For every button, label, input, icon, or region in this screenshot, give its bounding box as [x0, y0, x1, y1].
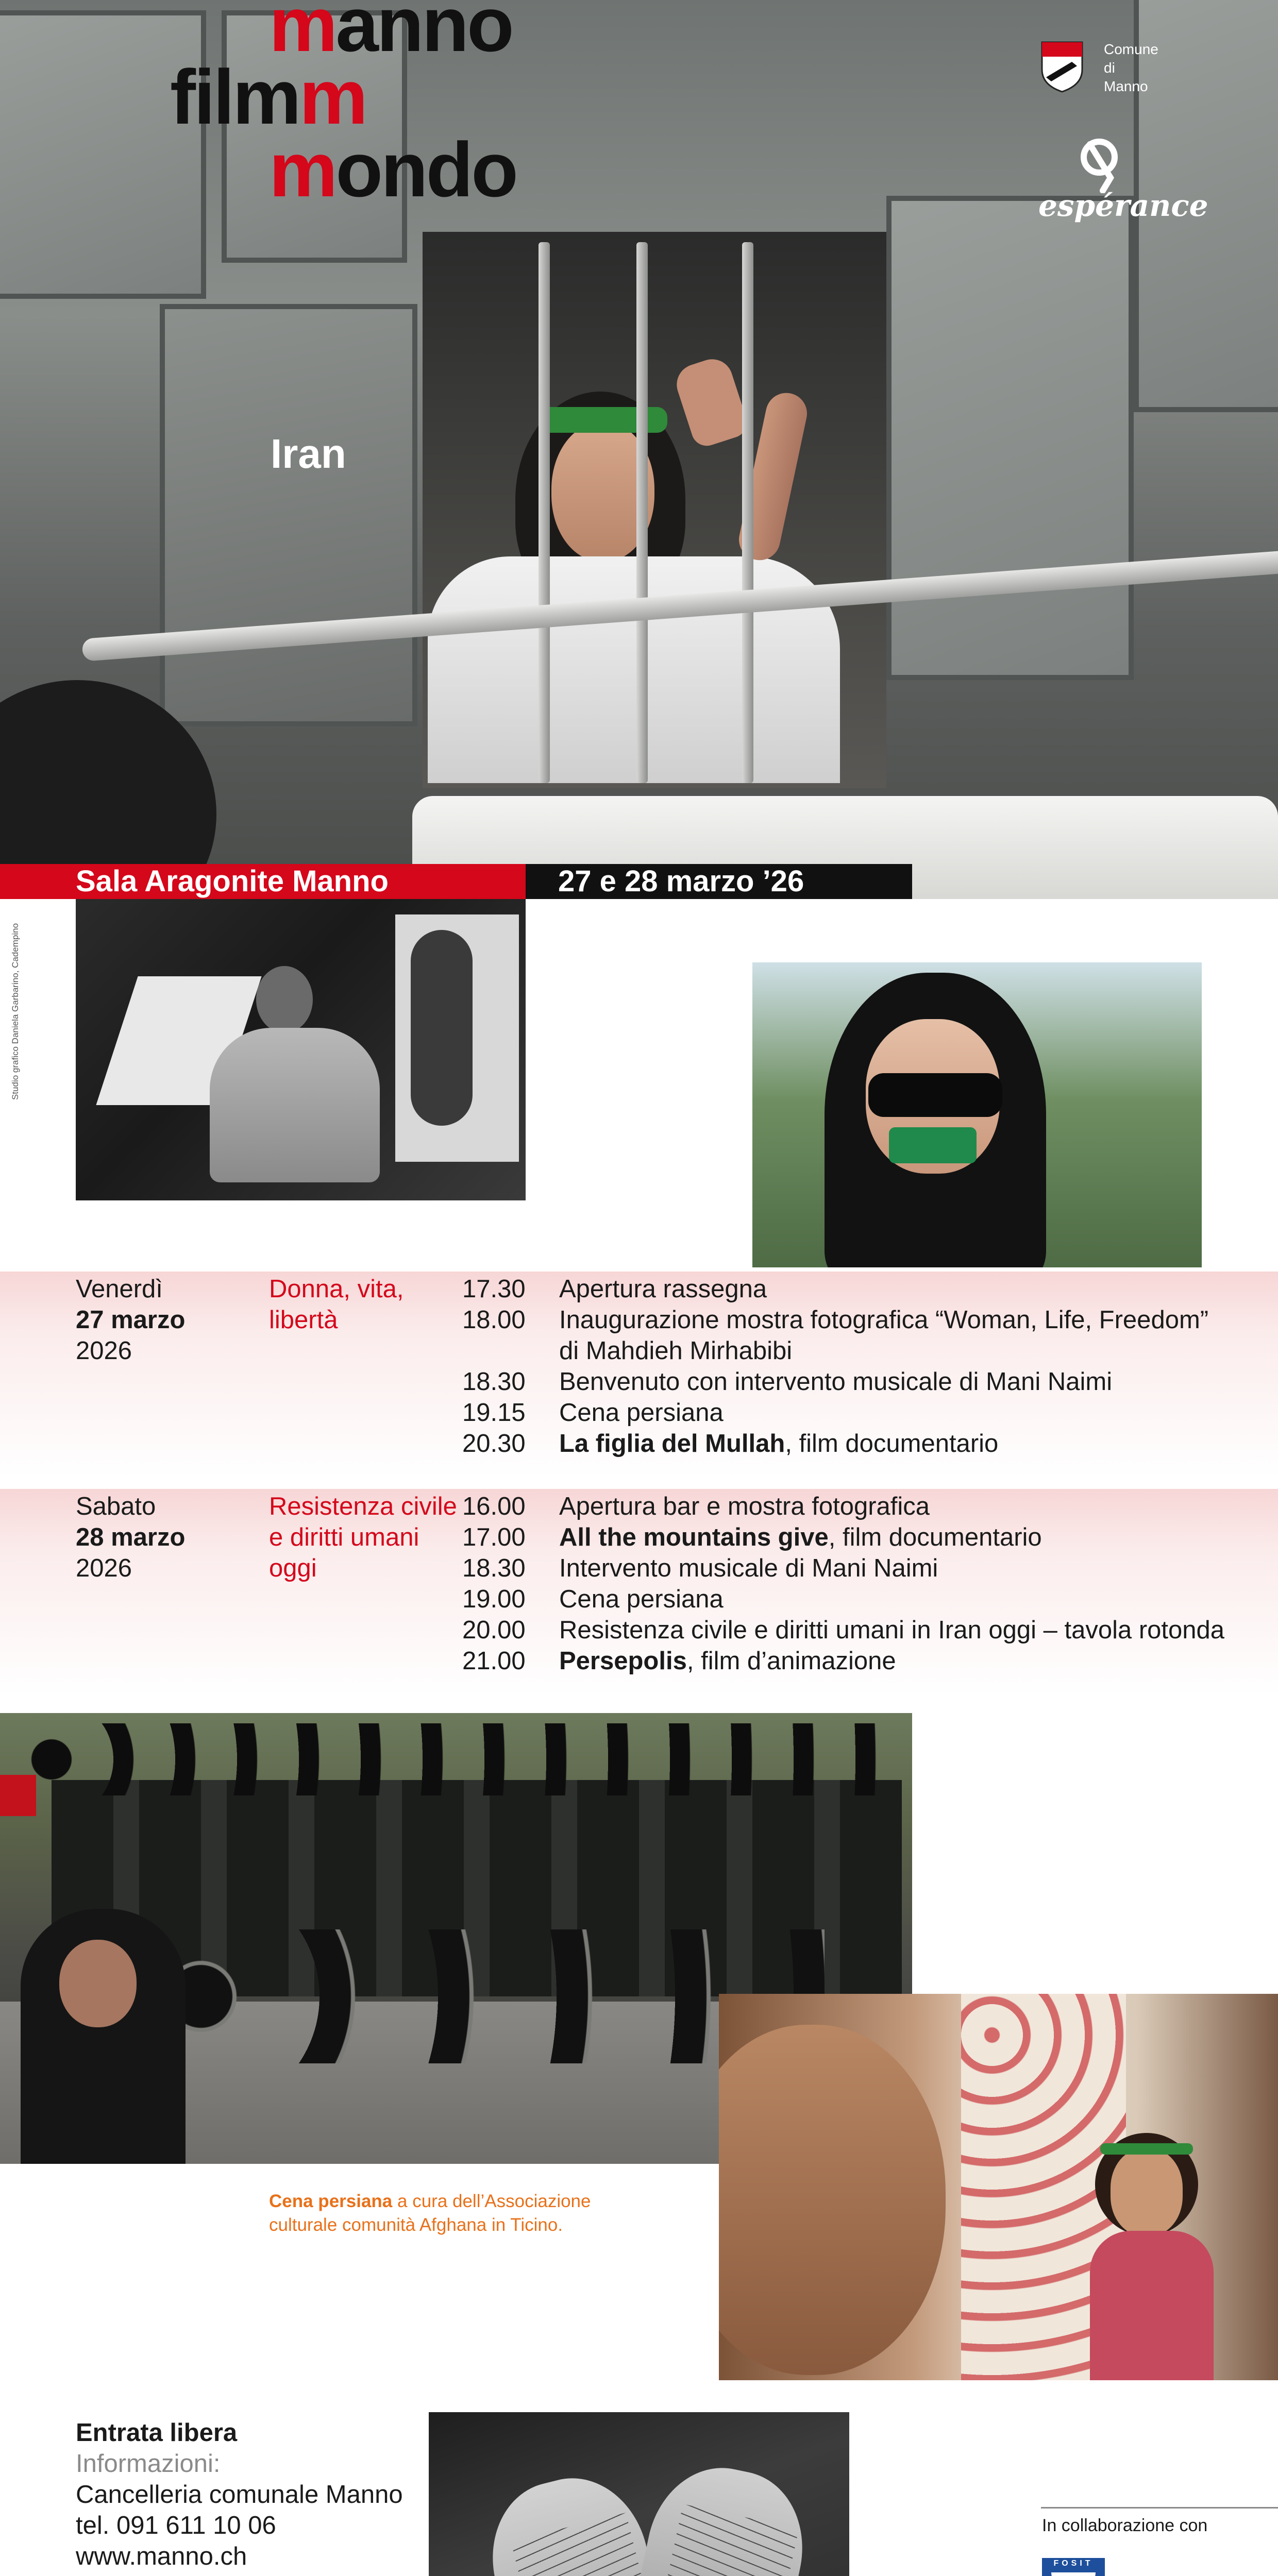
- esperance-wordmark: espérance: [1038, 188, 1208, 223]
- logo-row-3: [269, 126, 516, 213]
- event-text: [559, 1335, 792, 1366]
- event-time: 17.30: [462, 1275, 526, 1303]
- event-text: [559, 1615, 1224, 1646]
- website-link[interactable]: www.manno.ch: [76, 2543, 247, 2570]
- photo-man-seated: [76, 899, 526, 1200]
- shadow-figure: [411, 930, 473, 1126]
- event-desc: Apertura rassegna: [559, 1275, 767, 1303]
- event-time: 20.00: [462, 1616, 526, 1644]
- event-time: 18.30: [462, 1554, 526, 1582]
- man-head: [256, 966, 313, 1033]
- phone-number: tel. 091 611 10 06: [76, 2512, 276, 2539]
- manno-coat-of-arms-icon: [1041, 41, 1083, 93]
- comune-line: di: [1104, 60, 1115, 76]
- event-desc: , film documentario: [828, 1523, 1042, 1551]
- event-desc: Benvenuto con intervento musicale di Mani Naimi: [559, 1368, 1113, 1396]
- day2-theme-line: oggi: [269, 1554, 317, 1582]
- window-panel: [160, 304, 417, 726]
- man-body: [210, 1028, 380, 1182]
- event-text: [559, 1491, 930, 1522]
- day1-theme-line: Donna, vita,: [269, 1275, 404, 1303]
- date-label: 27 e 28 marzo ’26: [558, 865, 804, 898]
- event-title: Persepolis: [559, 1647, 687, 1675]
- note-line-1: [269, 2190, 591, 2213]
- logo-word: ondo: [335, 126, 516, 213]
- logo-letter: m: [299, 54, 366, 140]
- girl-headband: [1100, 2143, 1193, 2155]
- esperance-logo-icon: [1074, 137, 1126, 193]
- event-time: 19.00: [462, 1585, 526, 1613]
- event-time: 18.30: [462, 1368, 526, 1396]
- event-time: 19.15: [462, 1399, 526, 1427]
- green-tape: [889, 1127, 977, 1163]
- girl-face: [1111, 2148, 1183, 2236]
- event-time: 18.00: [462, 1306, 526, 1334]
- green-headband: [539, 407, 667, 433]
- event-text: [559, 1428, 998, 1459]
- event-desc: Intervento musicale di Mani Naimi: [559, 1554, 938, 1582]
- note-line-2: culturale comunità Afghana in Ticino.: [269, 2215, 563, 2235]
- comune-line: Comune: [1104, 41, 1158, 57]
- day2-theme-line: Resistenza civile: [269, 1493, 457, 1520]
- event-time: 16.00: [462, 1493, 526, 1520]
- day2-weekday: Sabato: [76, 1493, 156, 1520]
- event-desc: , film documentario: [785, 1430, 999, 1458]
- day2-theme-line: e diritti umani: [269, 1523, 419, 1551]
- fosit-arc: [1051, 2572, 1096, 2576]
- event-time: 21.00: [462, 1647, 526, 1675]
- logo-row-2: [170, 54, 366, 140]
- event-text: [559, 1522, 1042, 1553]
- fosit-wordmark: FOSIT: [1053, 2559, 1094, 2568]
- design-credit: Studio grafico Daniela Garbarino, Cadempino: [10, 923, 20, 1100]
- sunglasses: [868, 1073, 1002, 1117]
- cena-note: [269, 2190, 591, 2237]
- event-text: [559, 1274, 767, 1304]
- logo-letter: m: [269, 126, 336, 213]
- day1-date: 27 marzo: [76, 1306, 186, 1334]
- girl-dress: [1090, 2231, 1214, 2380]
- info-label: Informazioni:: [76, 2450, 221, 2478]
- day2-date: 28 marzo: [76, 1523, 186, 1551]
- event-text: [559, 1397, 724, 1428]
- comune-label: [1104, 40, 1158, 96]
- window-panel: [886, 196, 1134, 680]
- day1-weekday: Venerdì: [76, 1275, 163, 1303]
- collab-divider: [1041, 2507, 1278, 2509]
- note-text: a cura dell’Associazione: [392, 2191, 591, 2211]
- helmets: [31, 1723, 881, 1795]
- day2-year: 2026: [76, 1554, 132, 1582]
- comune-line: Manno: [1104, 78, 1148, 94]
- window-bar: [742, 242, 753, 783]
- event-desc: , film d’animazione: [686, 1647, 896, 1675]
- event-desc: Apertura bar e mostra fotografica: [559, 1493, 930, 1520]
- collab-label: In collaborazione con: [1042, 2516, 1208, 2535]
- event-desc: Inaugurazione mostra fotografica “Woman, Life, Freedom”: [559, 1306, 1209, 1334]
- day1-theme-line: libertà: [269, 1306, 338, 1334]
- photo-woman-taped-mouth: [752, 962, 1202, 1267]
- photo-children: [719, 1994, 1278, 2380]
- event-time: 20.30: [462, 1430, 526, 1458]
- event-time: 17.00: [462, 1523, 526, 1551]
- logo-word: anno: [335, 0, 512, 67]
- boy-face-blurred: [719, 2025, 946, 2375]
- event-desc: di Mahdieh Mirhabibi: [559, 1337, 793, 1365]
- fosit-logo-icon: [1042, 2558, 1105, 2576]
- photo-written-hands: [429, 2412, 849, 2576]
- face: [59, 1940, 137, 2027]
- window-bar: [539, 242, 550, 783]
- office-name: Cancelleria comunale Manno: [76, 2481, 403, 2509]
- event-text: [559, 1584, 724, 1615]
- event-desc: Cena persiana: [559, 1585, 724, 1613]
- country-title: Iran: [271, 431, 346, 477]
- event-text: [559, 1366, 1112, 1397]
- venue-label: Sala Aragonite Manno: [76, 865, 389, 898]
- entry-free-title: Entrata libera: [76, 2419, 238, 2447]
- event-desc: Resistenza civile e diritti umani in Iran oggi – tavola rotonda: [559, 1616, 1225, 1644]
- note-title: Cena persiana: [269, 2191, 393, 2211]
- logo-word: film: [170, 54, 299, 140]
- event-text: [559, 1646, 896, 1676]
- event-desc: Cena persiana: [559, 1399, 724, 1427]
- event-title: All the mountains give: [559, 1523, 829, 1551]
- event-title: La figlia del Mullah: [559, 1430, 785, 1458]
- road-sign: [0, 1775, 36, 1816]
- window-bar: [636, 242, 648, 783]
- day1-year: 2026: [76, 1337, 132, 1365]
- event-text: [559, 1553, 938, 1584]
- logo-letter: m: [269, 0, 336, 67]
- event-text: [559, 1304, 1208, 1335]
